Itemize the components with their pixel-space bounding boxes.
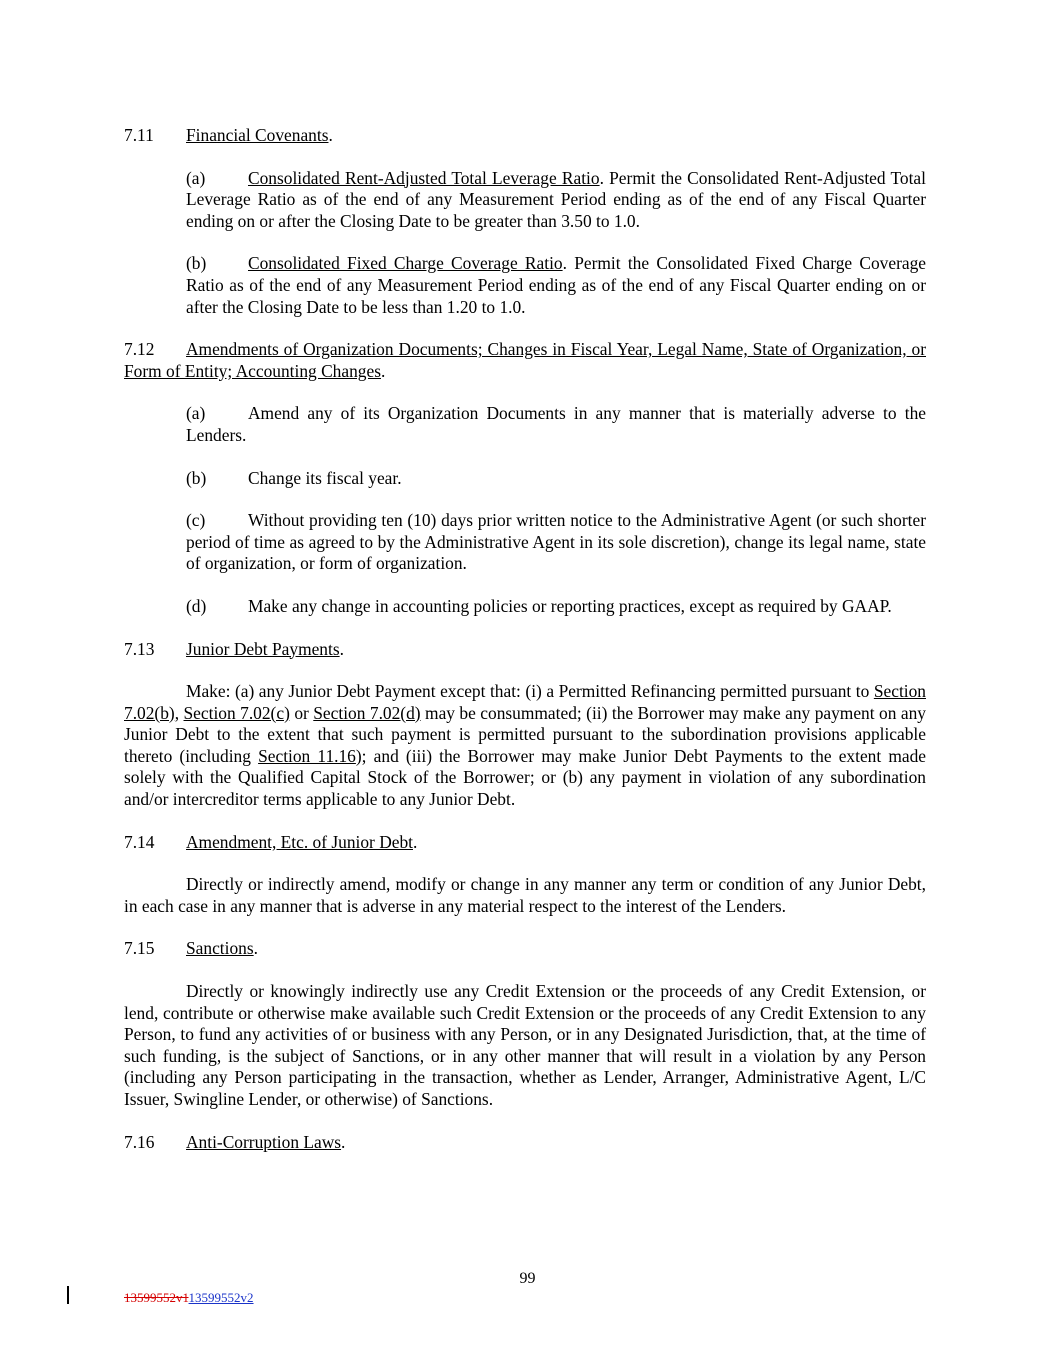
- section-heading-7-15: 7.15 Sanctions.: [124, 938, 258, 959]
- cross-reference: Section 7.02(b): [124, 681, 926, 723]
- paragraph-7-14: [124, 874, 926, 917]
- paragraph-7-11-a: [124, 168, 926, 233]
- section-title: Financial Covenants: [186, 125, 329, 145]
- item-label: (a): [186, 403, 206, 424]
- document-id-inserted: 13599552v2: [188, 1290, 254, 1305]
- paragraph-7-12-c: [124, 510, 926, 575]
- change-bar: [67, 1286, 69, 1304]
- section-title: Amendment, Etc. of Junior Debt: [186, 831, 413, 852]
- item-label: (d): [186, 595, 207, 616]
- section-heading-7-16: 7.16 Anti-Corruption Laws.: [124, 1131, 346, 1152]
- section-title: Junior Debt Payments: [186, 638, 340, 659]
- item-label: (b): [186, 253, 207, 274]
- item-label: (b): [186, 467, 207, 488]
- item-text: Change its fiscal year.: [248, 467, 402, 488]
- cross-reference: Section 7.02(c): [183, 702, 290, 723]
- section-number: 7.15: [124, 938, 155, 959]
- text-run: or: [289, 702, 314, 723]
- text-run: ); and (iii) the Borrower may make Junior Debt Payments to the extent made solely with the Qualified Capital Stock of the Borrower; or (b) any payment in violation of any subordination and/or intercreditor terms applicable to any Junior Debt.: [124, 745, 927, 810]
- paragraph-7-13: [124, 681, 926, 811]
- section-title: Amendments of Organization Documents; Changes in Fiscal Year, Legal Name, State of Organization, or Form of Entity; Accounting Changes: [124, 339, 926, 381]
- section-heading-7-14: 7.14 Amendment, Etc. of Junior Debt.: [124, 831, 418, 852]
- paragraph-7-12-b: [124, 468, 926, 490]
- page-number: 99: [519, 1270, 536, 1287]
- paragraph-7-15: [124, 981, 926, 1111]
- section-number: 7.12: [124, 339, 155, 360]
- text-run: ,: [174, 702, 184, 723]
- item-text: . Permit the Consolidated Fixed Charge Coverage Ratio as of the end of any Measurement Period ending as of the end of any Fiscal Quarter ending on or after the Closing Date to be less than 1.20 to 1.0.: [186, 253, 926, 317]
- item-title: Consolidated Fixed Charge Coverage Ratio: [248, 253, 563, 274]
- section-title: Sanctions: [186, 938, 254, 959]
- text-run: Make: (a) any Junior Debt Payment except that: (i) a Permitted Refinancing permitted pursuant to: [186, 681, 874, 702]
- text-run: may be consummated; (ii) the Borrower may make any payment on any Junior Debt to the extent that such payment is permitted pursuant to the subordination provisions applicable thereto (including: [124, 702, 926, 766]
- document-page: [124, 125, 926, 1153]
- cross-reference: Section 11.16: [258, 745, 356, 766]
- item-title: Consolidated Rent-Adjusted Total Leverage Ratio: [248, 167, 600, 188]
- section-heading-7-11: 7.11 Financial Covenants.: [124, 125, 333, 145]
- item-label: (a): [186, 167, 206, 188]
- document-id: [124, 1287, 254, 1309]
- text-run: Directly or indirectly amend, modify or change in any manner any term or condition of any Junior Debt, in each case in any manner that is adverse in any material respect to the interest of the Lenders.: [124, 874, 926, 916]
- paragraph-7-11-b: [124, 253, 926, 318]
- document-id-deleted: 13599552v1: [124, 1290, 189, 1305]
- section-title: Anti-Corruption Laws: [186, 1131, 342, 1152]
- paragraph-7-12-d: [124, 596, 926, 618]
- item-label: (c): [186, 510, 206, 531]
- text-run: Directly or knowingly indirectly use any Credit Extension or the proceeds of any Credit Extension, or lend, contribute or otherwise make available such Credit Extension or the proceeds of any Credit Extension to any Person, to fund any activities of or business with any Person, or in any Designated Jurisdiction, that, at the time of such funding, is the subject of Sanctions, or in any other manner that will result in a violation by any Person (including any Person participating in the transaction, whether as Lender, Arranger, Administrative Agent, L/C Issuer, Swingline Lender, or otherwise) of Sanctions.: [124, 981, 926, 1109]
- cross-reference: Section 7.02(d): [313, 702, 421, 723]
- paragraph-7-12-a: [124, 403, 926, 446]
- section-number: 7.16: [124, 1131, 155, 1152]
- section-heading-7-12: 7.12 Amendments of Organization Documents; Changes in Fiscal Year, Legal Name, State of Organization, or Form of Entity; Accounting Changes.: [124, 339, 926, 381]
- section-number: 7.11: [124, 125, 154, 145]
- item-text: Amend any of its Organization Documents in any manner that is materially adverse to the Lenders.: [186, 403, 926, 445]
- section-heading-7-13: 7.13 Junior Debt Payments.: [124, 638, 344, 659]
- item-text: . Permit the Consolidated Rent-Adjusted Total Leverage Ratio as of the end of any Measurement Period ending as of the end of any Fiscal Quarter ending on or after the Closing Date to be greater than 3.50 to 1.0.: [186, 167, 926, 231]
- section-number: 7.13: [124, 638, 155, 659]
- item-text: Make any change in accounting policies or reporting practices, except as required by GAAP.: [248, 595, 892, 616]
- section-number: 7.14: [124, 831, 155, 852]
- item-text: Without providing ten (10) days prior written notice to the Administrative Agent (or such shorter period of time as agreed to by the Administrative Agent in its sole discretion), change its legal name, state of organization, or form of organization.: [186, 510, 926, 574]
